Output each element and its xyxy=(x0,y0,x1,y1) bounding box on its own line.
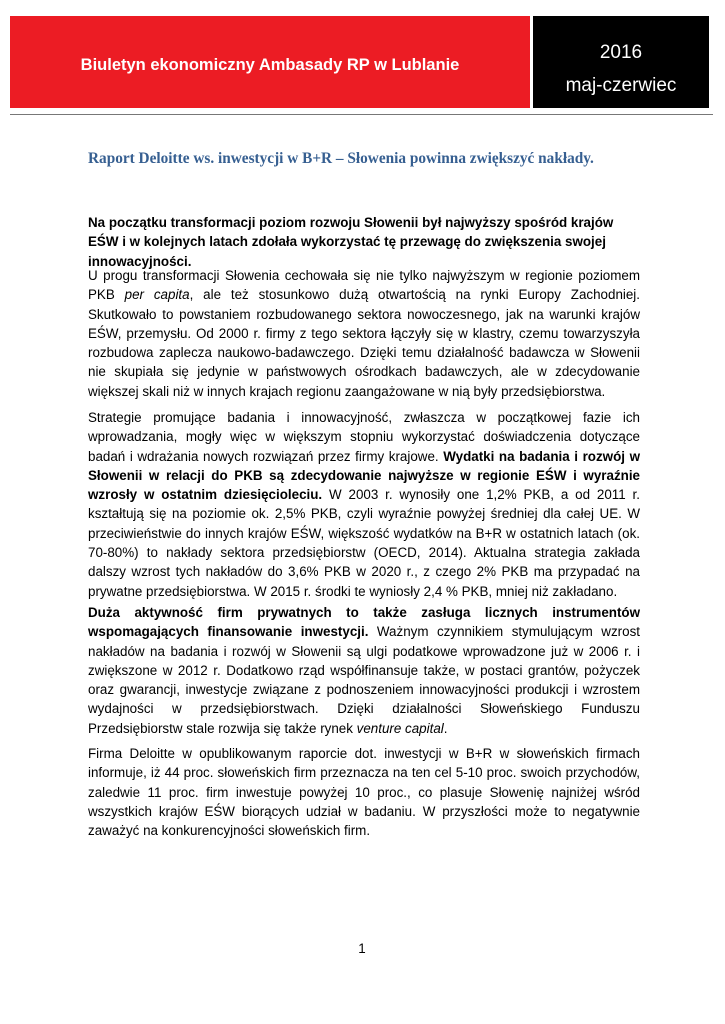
article-title: Raport Deloitte ws. inwestycji w B+R – Słowenia powinna zwiększyć nakłady. xyxy=(88,150,594,167)
header-divider xyxy=(10,114,713,115)
bulletin-period: maj-czerwiec xyxy=(565,75,677,96)
paragraph-1-italic-term: per capita xyxy=(124,287,190,303)
paragraph-1 xyxy=(88,266,640,401)
bulletin-title: Biuletyn ekonomiczny Ambasady RP w Lublanie xyxy=(80,56,460,74)
header-date-box xyxy=(533,16,709,108)
bulletin-year: 2016 xyxy=(599,42,643,63)
paragraph-2-text-c: W 2003 r. wynosiły one 1,2% PKB, a od 2011 r. kształtują się na poziomie ok. 2,5% PKB, czyli wyraźnie powyżej średniej dla całej UE. W przeciwieństwie do innych krajów EŚW, większość wydatków na B+R w ostatnich latach (ok. 70-80%) to nakłady sektora przedsiębiorstw (OECD, 2014). Aktualna strategia zakłada dalszy wzrost tych nakładów do 3,6% PKB w 2020 r., z czego 2% PKB ma przypadać na prywatne przedsiębiorstwa. W 2015 r. środki te wyniosły 2,4 % PKB, mniej niż zakładano. xyxy=(88,487,640,599)
header-title-banner xyxy=(10,16,530,108)
page-number: 1 xyxy=(358,941,366,956)
paragraph-3-text-b: Ważnym czynnikiem stymulującym wzrost nakładów na badania i rozwój w Słowenii są ulgi podatkowe wprowadzone już w 2006 r. i zwiększone w 2012 r. Dodatkowo rząd współfinansuje także, w postaci grantów, pożyczek oraz gwarancji, inwestycje związane z podnoszeniem innowacyjności produkcji i wzrostem wydajności w przedsiębiorstwach. Dzięki działalności Słoweńskiego Funduszu Przedsiębiorstw stale rozwija się także rynek xyxy=(88,624,640,736)
paragraph-3 xyxy=(88,603,640,738)
article-lead: Na początku transformacji poziom rozwoju Słowenii był najwyższy spośród krajów EŚW i w kolejnych latach zdołała wykorzystać tę przewagę do zwiększenia swojej innowacyjności. xyxy=(88,215,614,269)
paragraph-4: Firma Deloitte w opublikowanym raporcie dot. inwestycji w B+R w słoweńskich firmach informuje, iż 44 proc. słoweńskich firm przeznacza na ten cel 5-10 proc. swoich przychodów, zaledwie 11 proc. firm inwestuje powyżej 10 proc., co plasuje Słowenię najniżej wśród wszystkich krajów EŚW biorących udział w badaniu. W przyszłości może to negatywnie zaważyć na konkurencyjności słoweńskich firm. xyxy=(88,746,640,839)
paragraph-1-text-a: U progu transformacji Słowenia cechowała się nie tylko najwyższym w regionie poziomem PKB xyxy=(88,268,640,303)
paragraph-2-bold-text: Wydatki na badania i rozwój w Słowenii w relacji do PKB są zdecydowanie najwyższe w regionie EŚW i wyraźnie wzrosły w ostatnim dziesięcioleciu. xyxy=(88,448,640,503)
paragraph-3-bold-text: Duża aktywność firm prywatnych to także zasługa licznych instrumentów wspomagających finansowanie inwestycji. xyxy=(88,605,640,640)
paragraph-2 xyxy=(88,408,640,601)
paragraph-1-text-c: , ale też stosunkowo dużą otwartością na rynki Europy Zachodniej. Skutkowało to powstaniem rozbudowanego sektora nowoczesnego, jak na warunki krajów EŚW, przemysłu. Od 2000 r. firmy z tego sektora łączyły się w klastry, czemu towarzyszyła rozbudowa zaplecza naukowo-badawczego. Dzięki temu działalność badawcza w Słowenii nie skupiała się jedynie w państwowych ośrodkach badawczych, ale w zdecydowanie większej skali niż w innych krajach regionu zaangażowane w nią były przedsiębiorstwa. xyxy=(88,287,641,399)
paragraph-3-italic-term: venture capital xyxy=(356,720,444,736)
paragraph-2-text-a: Strategie promujące badania i innowacyjność, zwłaszcza w początkowej fazie ich wprowadzania, mogły więc w większym stopniu wykorzystać doświadczenia dotyczące badań i wdrażania nowych rozwiązań przez firmy krajowe. xyxy=(88,410,640,464)
paragraph-3-text-d: . xyxy=(443,720,448,736)
page-header xyxy=(10,10,713,111)
